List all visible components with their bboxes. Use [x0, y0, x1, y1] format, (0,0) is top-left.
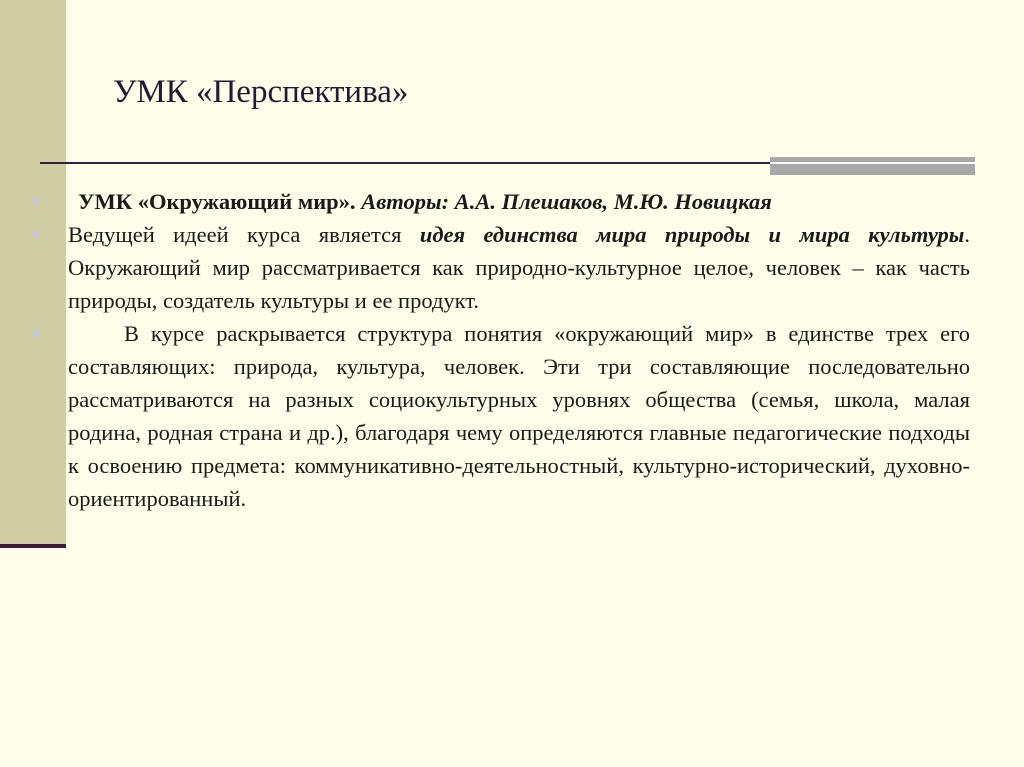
- item-emphasis-text: идея единства мира природы и мира культуры: [419, 222, 965, 247]
- left-decorative-rule: [0, 544, 66, 548]
- item-bold-text: УМК «Окружающий мир».: [78, 189, 356, 214]
- square-bullet-icon: [32, 230, 40, 238]
- square-bullet-icon: [32, 197, 40, 205]
- item-text-after: . Окружающий мир рассматривается как природно-культурное целое, человек – как часть природы, создатель культуры и ее продукт.: [68, 222, 970, 313]
- item-text-before: Ведущей идеей курса является: [68, 222, 420, 247]
- item-text: В курсе раскрывается структура понятия «окружающий мир» в единстве трех его составляющих: природа, культура, человек. Эти три составляющие последовательно рассматриваются на разных социокультурных уровнях общества (семья, школа, малая родина, родная страна и др.), благодаря чему определяются главные педагогические подходы к освоению предмета: коммуникативно-деятельностный, культурно-исторический, духовно-ориентированный.: [68, 321, 970, 511]
- slide-title: УМК «Перспектива»: [113, 74, 409, 110]
- list-item: [20, 317, 970, 515]
- item-authors-text: Авторы: А.А. Плешаков, М.Ю. Новицкая: [361, 189, 772, 214]
- gray-accent-bar-line: [770, 162, 975, 164]
- title-underline: [40, 162, 770, 164]
- list-item: [20, 185, 970, 218]
- list-item: [20, 218, 970, 317]
- slide-content: [20, 185, 970, 515]
- square-bullet-icon: [32, 329, 40, 337]
- gray-accent-bar: [770, 157, 975, 175]
